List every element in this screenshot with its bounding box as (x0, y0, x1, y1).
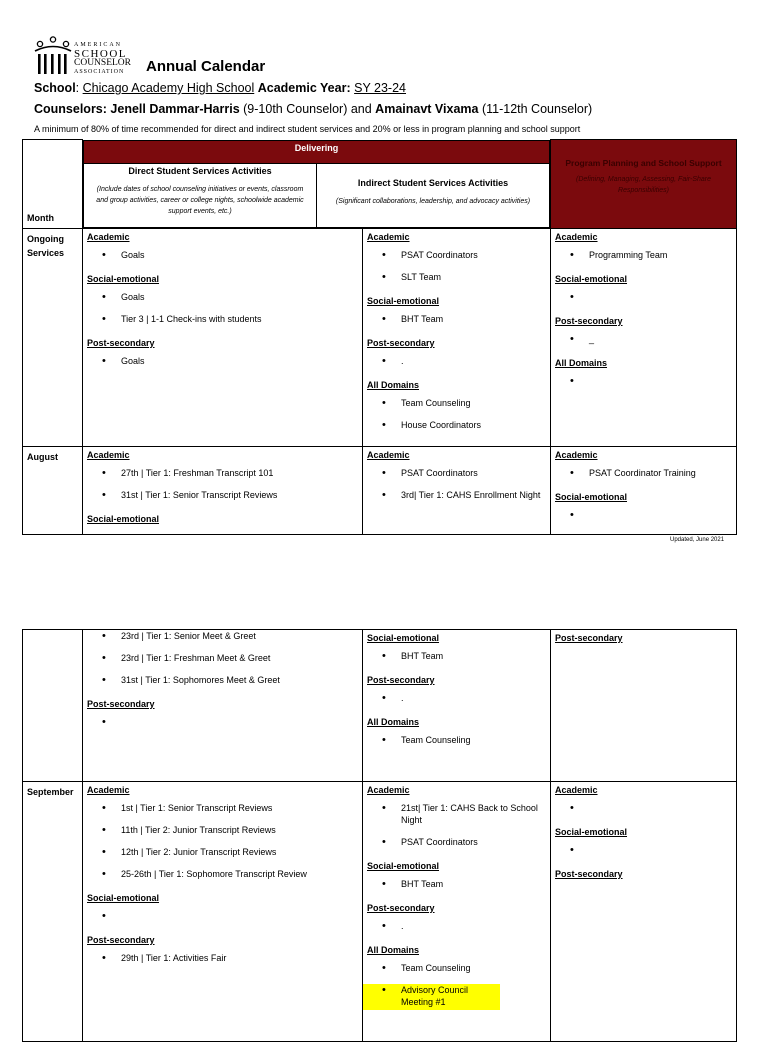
section-heading: Academic (555, 449, 598, 460)
section-heading: Academic (87, 785, 130, 795)
time-note: A minimum of 80% of time recommended for direct and indirect student services and 20% or less in program planning and school support (34, 124, 581, 134)
planning-title: Program Planning and School Support (565, 158, 722, 168)
bullet-text: . (401, 693, 404, 703)
bullet-text: PSAT Coordinators (401, 249, 478, 260)
bullet-item (363, 249, 550, 271)
bullet-text: BHT Team (401, 879, 444, 889)
bullet-text: PSAT Coordinators (401, 837, 478, 847)
section-heading: Academic (367, 785, 410, 795)
page-title: Annual Calendar (146, 58, 266, 75)
section-heading: Academic (367, 231, 410, 242)
bullet-text: 31st | Tier 1: Senior Transcript Reviews (121, 489, 278, 500)
bullet-item (551, 333, 736, 355)
bullet-item (83, 952, 362, 974)
section-heading: Social-emotional (87, 893, 160, 903)
month-label: August (27, 451, 58, 462)
section-heading: All Domains (555, 357, 608, 368)
planning-cell (551, 782, 737, 1042)
section-heading: Social-emotional (367, 295, 440, 306)
section-heading: Post-secondary (367, 675, 435, 685)
bullet-text: PSAT Coordinators (401, 467, 478, 478)
bullet-item (83, 249, 362, 271)
bullet-item (363, 271, 550, 293)
bullet-item (551, 844, 736, 866)
bullet-item (363, 984, 500, 1010)
month-header: Month (27, 212, 54, 223)
direct-cell (83, 228, 363, 446)
section-heading: Academic (367, 449, 410, 460)
bullet-item (83, 652, 362, 674)
year-value: SY 23-24 (354, 81, 407, 95)
bullet-text: 25-26th | Tier 1: Sophomore Transcript Review (121, 869, 307, 879)
indirect-cell (363, 782, 551, 1042)
delivering-header: Delivering (84, 140, 550, 163)
bullet-item (551, 802, 736, 824)
bullet-item (83, 630, 362, 652)
section-heading: Academic (87, 449, 130, 460)
bullet-text: SLT Team (401, 271, 442, 282)
bullet-item (83, 489, 362, 511)
bullet-text: Goals (121, 291, 145, 302)
planning-subtitle: (Defining, Managing, Assessing, Fair-Share Responsibilities) (575, 176, 711, 194)
counselor2-name: Amainavt Vixama (375, 102, 479, 116)
bullet-item (363, 397, 550, 419)
bullet-item (363, 836, 550, 858)
month-header-cell (23, 140, 83, 229)
section-heading: Social-emotional (367, 861, 440, 871)
bullet-item (83, 910, 362, 932)
bullet-text: 29th | Tier 1: Activities Fair (121, 953, 227, 963)
counselor1-role: (9-10th Counselor) and (243, 102, 372, 116)
bullet-text: Programming Team (589, 249, 668, 260)
counselors-label: Counselors: (34, 102, 107, 116)
bullet-item (83, 467, 362, 489)
bullet-text: . (401, 355, 404, 366)
section-heading: Post-secondary (555, 315, 623, 326)
delivering-header-group (83, 140, 551, 229)
bullet-item (363, 962, 550, 984)
planning-header (551, 140, 737, 229)
bullet-item (83, 846, 362, 868)
bullet-text: 31st | Tier 1: Sophomores Meet & Greet (121, 675, 280, 685)
month-label: September (27, 787, 74, 797)
bullet-item (363, 355, 550, 377)
logo-line: AMERICAN (74, 42, 123, 48)
bullet-text: PSAT Coordinator Training (589, 467, 696, 478)
bullet-item (363, 802, 550, 836)
bullet-item (363, 920, 550, 942)
bullet-text: BHT Team (401, 651, 444, 661)
logo-line: ASSOCIATION (74, 69, 125, 75)
bullet-text: Team Counseling (401, 397, 471, 408)
month-label: Ongoing Services (27, 233, 65, 258)
bullet-item (551, 509, 736, 531)
calendar-table-page1 (22, 139, 737, 535)
bullet-item (363, 650, 550, 672)
calendar-table-page2 (22, 629, 737, 1042)
bullet-text: BHT Team (401, 313, 444, 324)
bullet-item (363, 467, 550, 489)
section-heading: Post-secondary (555, 633, 623, 643)
indirect-subtitle: (Significant collaborations, leadership, and advocacy activities) (335, 197, 531, 205)
planning-cell (551, 228, 737, 446)
section-heading: Social-emotional (87, 273, 160, 284)
bullet-text: 23rd | Tier 1: Senior Meet & Greet (121, 631, 256, 641)
indirect-cell (363, 630, 551, 782)
direct-title: Direct Student Services Activities (128, 165, 272, 176)
bullet-item (363, 489, 550, 511)
section-heading: Academic (555, 231, 598, 242)
counselors-line (34, 102, 592, 116)
logo-line: COUNSELOR (74, 58, 132, 68)
bullet-item (83, 674, 362, 696)
row-august (23, 446, 737, 534)
indirect-cell (363, 228, 551, 446)
bullet-text: _ (589, 333, 595, 344)
bullet-item (551, 291, 736, 313)
year-label: Academic Year: (257, 81, 351, 95)
bullet-text: 3rd| Tier 1: CAHS Enrollment Night (401, 489, 541, 500)
bullet-item (551, 467, 736, 489)
section-heading: Social-emotional (555, 491, 628, 502)
bullet-text: 27th | Tier 1: Freshman Transcript 101 (121, 467, 274, 478)
row-august-continued (23, 630, 737, 782)
direct-subtitle: (Include dates of school counseling initiatives or events, classroom and group activities, career or college nights, schoolwide academic support events, etc.) (96, 185, 304, 215)
bullet-item (363, 419, 550, 441)
bullet-item (83, 868, 362, 890)
bullet-item (83, 824, 362, 846)
logo-line: SCHOOL (74, 48, 128, 60)
school-line: School: Chicago Academy High School Academic Year: SY 23-24 (34, 81, 407, 95)
bullet-text: . (401, 921, 404, 931)
bullet-text: House Coordinators (401, 419, 482, 430)
bullet-text: 11th | Tier 2: Junior Transcript Reviews (121, 825, 276, 835)
bullet-item (83, 313, 362, 335)
bullet-item (363, 313, 550, 335)
planning-cell (551, 630, 737, 782)
month-empty-cell (23, 630, 83, 782)
section-heading: All Domains (367, 945, 420, 955)
bullet-item (83, 802, 362, 824)
direct-cell (83, 630, 363, 782)
logo-wordmark (74, 41, 131, 77)
section-heading: Social-emotional (555, 273, 628, 284)
planning-cell (551, 446, 737, 534)
direct-header (84, 163, 317, 227)
section-heading: Post-secondary (367, 337, 435, 348)
bullet-item (83, 355, 362, 377)
direct-cell (83, 446, 363, 534)
section-heading: Social-emotional (367, 633, 440, 643)
bullet-text: Team Counseling (401, 963, 471, 973)
bullet-text: 21st| Tier 1: CAHS Back to School Night (401, 803, 538, 825)
bullet-item (83, 716, 362, 738)
bullet-text: 12th | Tier 2: Junior Transcript Reviews (121, 847, 277, 857)
section-heading: Academic (87, 231, 130, 242)
section-heading: Social-emotional (555, 827, 628, 837)
section-heading: All Domains (367, 717, 420, 727)
section-heading: All Domains (367, 379, 420, 390)
row-ongoing (23, 228, 737, 446)
section-heading: Post-secondary (555, 869, 623, 879)
indirect-title: Indirect Student Services Activities (357, 177, 509, 188)
bullet-text: Goals (121, 249, 145, 260)
row-september (23, 782, 737, 1042)
section-heading: Social-emotional (87, 513, 160, 524)
indirect-header (317, 163, 550, 227)
updated-note: Updated, June 2021 (670, 537, 725, 543)
bullet-text: Advisory Council Meeting #1 (401, 985, 469, 1007)
counselor1-name: Jenell Dammar-Harris (110, 102, 240, 116)
counselor2-role: (11-12th Counselor) (481, 102, 593, 116)
bullet-item (83, 291, 362, 313)
section-heading: Post-secondary (87, 699, 155, 709)
bullet-item (363, 692, 550, 714)
section-heading: Post-secondary (367, 903, 435, 913)
bullet-item (363, 878, 550, 900)
bullet-text: Team Counseling (401, 735, 471, 745)
bullet-item (363, 734, 550, 756)
school-label: School (34, 81, 76, 95)
section-heading: Post-secondary (87, 337, 155, 348)
bullet-item (551, 249, 736, 271)
section-heading: Academic (555, 785, 598, 795)
bullet-text: Goals (121, 355, 145, 366)
school-value: Chicago Academy High School (82, 81, 255, 95)
direct-cell (83, 782, 363, 1042)
indirect-cell (363, 446, 551, 534)
section-heading: Post-secondary (87, 935, 155, 945)
bullet-text: 1st | Tier 1: Senior Transcript Reviews (121, 803, 273, 813)
bullet-item (551, 375, 736, 397)
bullet-text: Tier 3 | 1-1 Check-ins with students (121, 313, 262, 324)
bullet-text: 23rd | Tier 1: Freshman Meet & Greet (121, 653, 271, 663)
